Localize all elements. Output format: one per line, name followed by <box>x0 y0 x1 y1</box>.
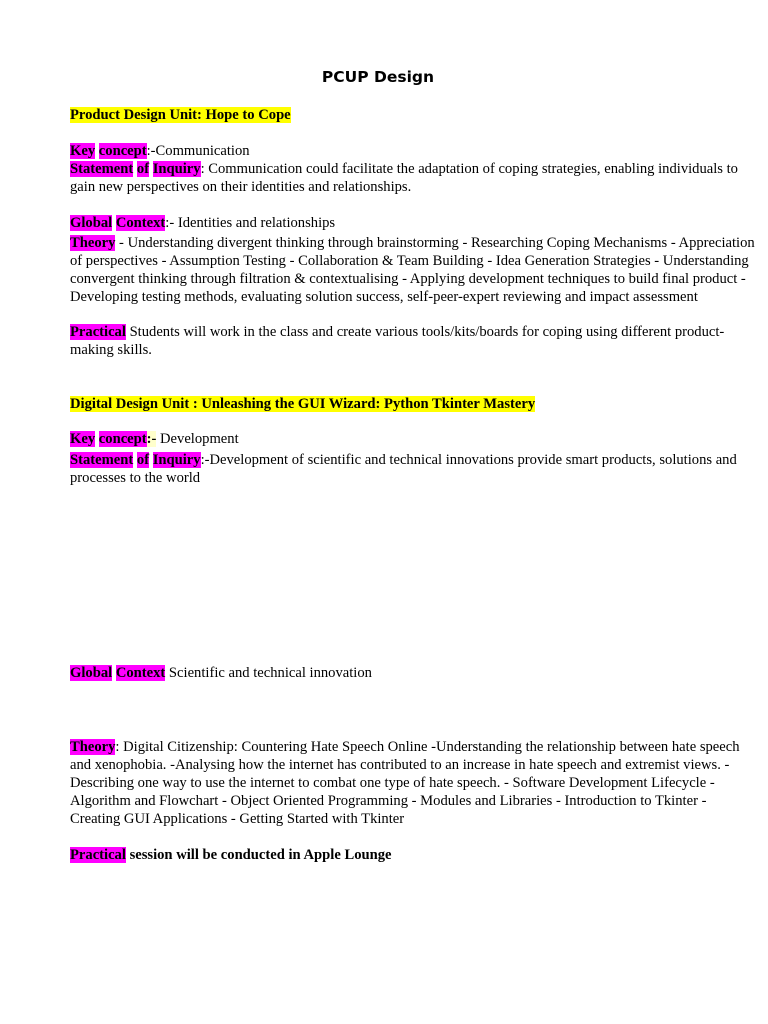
product-practical: Practical Students will work in the class and create various tools/kits/boards for coping using different product-making skills. <box>70 324 725 358</box>
product-unit-heading: Product Design Unit: Hope to Cope <box>70 107 291 123</box>
digital-practical: Practical session will be conducted in Apple Lounge <box>70 847 392 863</box>
digital-statement-of-inquiry: Statement of Inquiry:-Development of scientific and technical innovations provide smart products, solutions and processes to the world <box>70 452 737 486</box>
product-theory: Theory - Understanding divergent thinking through brainstorming - Researching Coping Mechanisms - Appreciation of perspectives - Assumption Testing - Collaboration & Team Building - Idea Generation Strategies - Understanding convergent thinking through filtration & contextualising - Applying development techniques to build final product - Developing testing methods, evaluating solution success, self-peer-expert reviewing and impact assessment <box>70 235 755 305</box>
digital-key-concept: Key concept:- Development <box>70 431 239 447</box>
product-statement-of-inquiry: Statement of Inquiry: Communication could facilitate the adaptation of coping strategies, enabling individuals to gain new perspectives on their identities and relationships. <box>70 161 738 195</box>
digital-unit-heading: Digital Design Unit : Unleashing the GUI Wizard: Python Tkinter Mastery <box>70 396 536 412</box>
document-title: PCUP Design <box>321 68 435 86</box>
product-global-context: Global Context:- Identities and relationships <box>70 215 336 231</box>
digital-global-context: Global Context Scientific and technical innovation <box>70 665 372 681</box>
digital-theory: Theory: Digital Citizenship: Countering Hate Speech Online -Understanding the relationship between hate speech and xenophobia. -Analysing how the internet has contributed to an increase in hate speech and extremist views. -Describing one way to use the internet to combat one type of hate speech. - Software Development Lifecycle - Algorithm and Flowchart - Object Oriented Programming - Modules and Libraries - Introduction to Tkinter - Creating GUI Applications - Getting Started with Tkinter <box>70 739 740 827</box>
product-key-concept: Key concept:-Communication <box>70 143 250 159</box>
